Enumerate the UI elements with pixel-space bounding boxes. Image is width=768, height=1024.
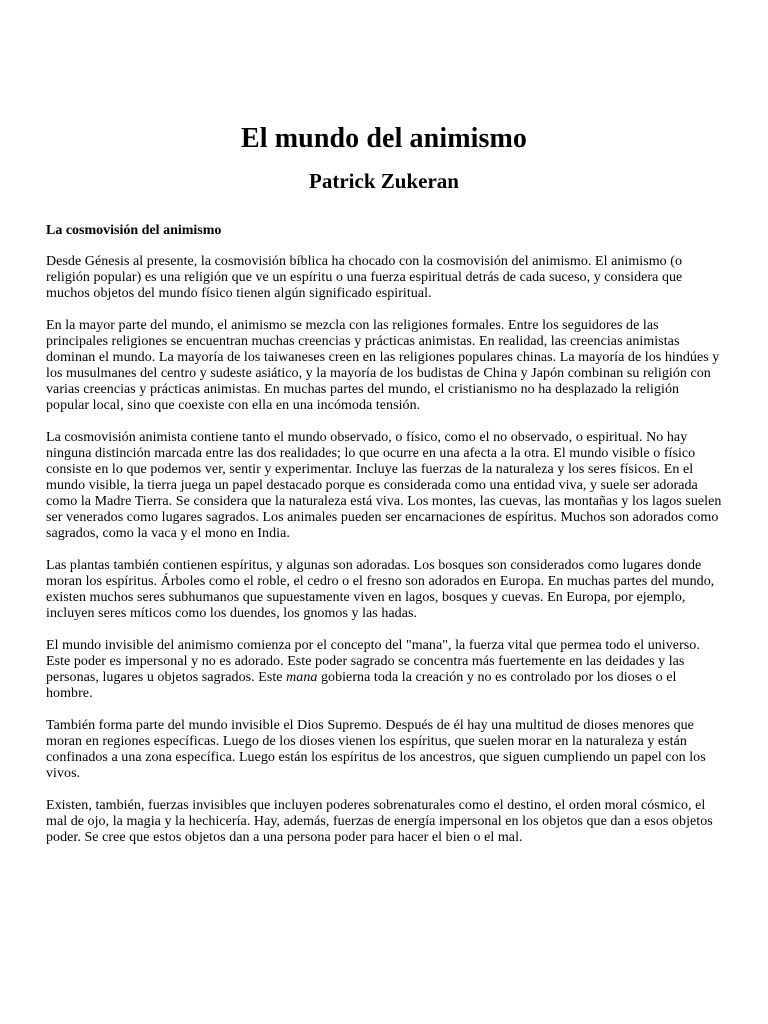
paragraph-5-text-b: gobierna toda la creación y no es controlado por los dioses o el hombre.	[46, 670, 677, 701]
document-title: El mundo del animismo	[240, 123, 528, 154]
paragraph-6: También forma parte del mundo invisible el Dios Supremo. Después de él hay una multitud de dioses menores que moran en regiones específicas. Luego de los dioses vienen los espíritus, que suelen morar en la naturaleza y están confinados a una zona específica. Luego están los espíritus de los ancestros, que siguen cumpliendo un papel con los vivos.	[46, 718, 706, 781]
paragraph-7: Existen, también, fuerzas invisibles que incluyen poderes sobrenaturales como el destino, el orden moral cósmico, el mal de ojo, la magia y la hechicería. Hay, además, fuerzas de energía impersonal en los objetos que dan a esos objetos poder. Se cree que estos objetos dan a una persona poder para hacer el bien o el mal.	[46, 798, 713, 845]
document-page	[46, 0, 722, 846]
paragraph-2: En la mayor parte del mundo, el animismo se mezcla con las religiones formales. Entre los seguidores de las principales religiones se encuentran muchas creencias y prácticas animistas. En realidad, las creencias animistas dominan el mundo. La mayoría de los taiwaneses creen en las religiones populares chinas. La mayoría de los hindúes y los musulmanes del centro y sudeste asiático, y la mayoría de los budistas de China y Japón combinan su religión con varias creencias y prácticas animistas. En muchas partes del mundo, el cristianismo no ha desplazado la religión popular local, sino que coexiste con ella en una incómoda tensión.	[46, 318, 720, 413]
paragraph-4: Las plantas también contienen espíritus, y algunas son adoradas. Los bosques son considerados como lugares donde moran los espíritus. Árboles como el roble, el cedro o el fresno son adorados en Europa. En muchas partes del mundo, existen muchos seres subhumanos que supuestamente viven en lagos, bosques y cuevas. En Europa, por ejemplo, incluyen seres míticos como los duendes, los gnomos y las hadas.	[46, 558, 715, 621]
paragraph-5	[46, 638, 722, 702]
section-heading: La cosmovisión del animismo	[46, 223, 222, 238]
author-name: Patrick Zukeran	[309, 169, 459, 193]
paragraph-1: Desde Génesis al presente, la cosmovisión bíblica ha chocado con la cosmovisión del animismo. El animismo (o religión popular) es una religión que ve un espíritu o una fuerza espiritual detrás de cada suceso, y considera que muchos objetos del mundo físico tienen algún significado espiritual.	[46, 254, 683, 301]
paragraph-5-italic-mana: mana	[286, 670, 318, 685]
paragraph-3: La cosmovisión animista contiene tanto el mundo observado, o físico, como el no observado, o espiritual. No hay ninguna distinción marcada entre las dos realidades; lo que ocurre en una afecta a la otra. El mundo visible o físico consiste en lo que podemos ver, sentir y experimentar. Incluye las fuerzas de la naturaleza y los seres físicos. En el mundo visible, la tierra juega un papel destacado porque es considerada como una entidad viva, y suele ser adorada como la Madre Tierra. Se considera que la naturaleza está viva. Los montes, las cuevas, las montañas y los lagos suelen ser venerados como lugares sagrados. Los animales pueden ser encarnaciones de espíritus. Muchos son adorados como sagrados, como la vaca y el mono en India.	[46, 430, 722, 541]
paragraph-5-text-a: El mundo invisible del animismo comienza por el concepto del "mana", la fuerza vital que permea todo el universo. Este poder es impersonal y no es adorado. Este poder sagrado se concentra más fuertemente en las deidades y las personas, lugares u objetos sagrados. Este	[46, 638, 700, 685]
